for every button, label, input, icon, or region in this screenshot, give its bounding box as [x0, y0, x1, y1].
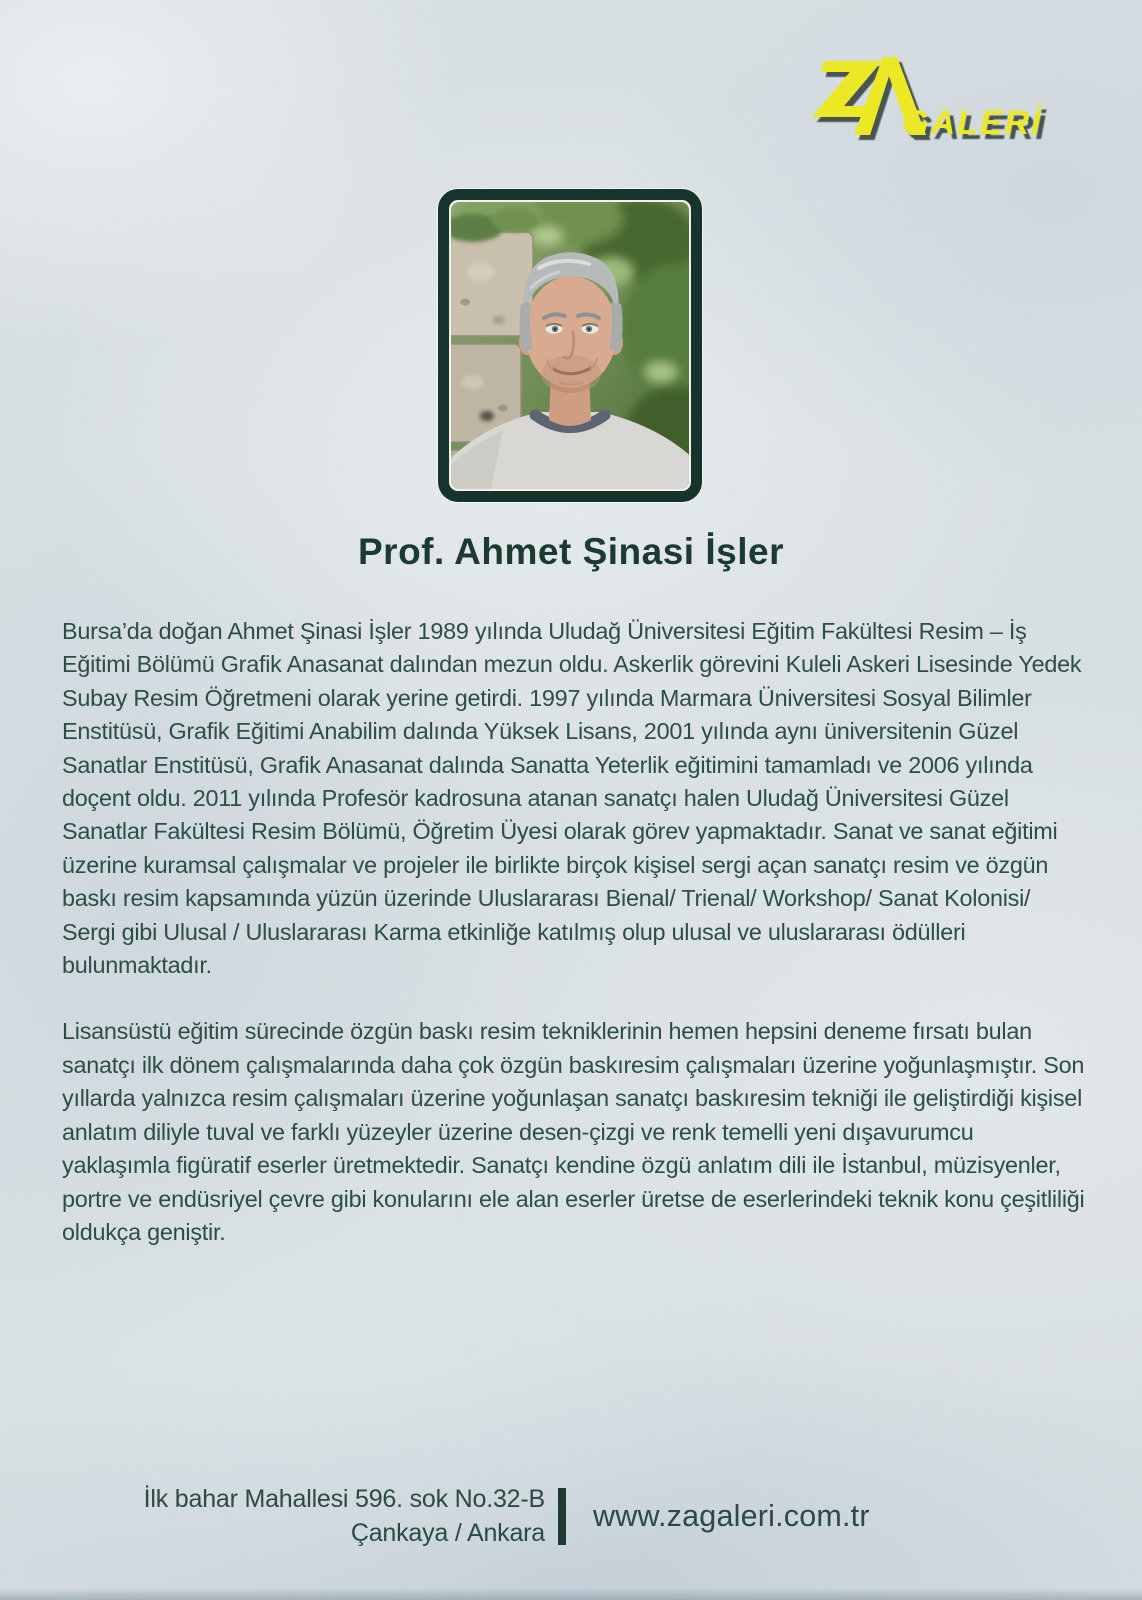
za-galeri-logo — [798, 55, 1078, 151]
bottom-edge-shadow — [0, 1588, 1142, 1600]
page-title: Prof. Ahmet Şinasi İşler — [358, 531, 784, 572]
address-line-2: Çankaya / Ankara — [350, 1519, 545, 1547]
website-link[interactable]: www.zagaleri.com.tr — [593, 1498, 870, 1533]
bio-paragraph-2: Lisansüstü eğitim sürecinde özgün baskı resim tekniklerinin hemen hepsini deneme fırsatı bulan sanatçı ilk dönem çalışmalarında daha çok özgün baskıresim çalışmaları üzerine yoğunlaşmıştır. Son yıllarda yalnızca resim çalışmaları üzerine yoğunlaşan sanatçı baskıresim tekniği ile geliştirdiği kişisel anlatım diliyle tuval ve farklı yüzeyler üzerine desen-çizgi ve renk temelli yeni dışavurumcu yaklaşımla figüratif eserler üretmektedir. Sanatçı kendine özgü anlatım dili ile İstanbul, müzisyenler, portre ve endüsriyel çevre gibi konularını ele alan eserler üretse de eserlerindeki teknik konu çeşitliliği oldukça geniştir. — [62, 1018, 1085, 1245]
logo-za-icon — [798, 55, 1078, 151]
footer — [0, 1482, 1142, 1550]
address-block — [0, 1482, 545, 1550]
footer-divider — [558, 1488, 566, 1545]
portrait-photo — [451, 202, 689, 489]
address-line-1: İlk bahar Mahallesi 596. sok No.32-B — [143, 1485, 545, 1513]
biography-text — [62, 615, 1085, 1282]
bio-paragraph-1: Bursa’da doğan Ahmet Şinasi İşler 1989 yılında Uludağ Üniversitesi Eğitim Fakültesi Resim – İş Eğitimi Bölümü Grafik Anasanat dalından mezun oldu. Askerlik görevini Kuleli Askeri Lisesinde Yedek Subay Resim Öğretmeni olarak yerine getirdi. 1997 yılında Marmara Üniversitesi Sosyal Bilimler Enstitüsü, Grafik Eğitimi Anabilim dalında Yüksek Lisans, 2001 yılında aynı üniversitenin Güzel Sanatlar Enstitüsü, Grafik Anasanat dalında Sanatta Yeterlik eğitimini tamamladı ve 2006 yılında doçent oldu. 2011 yılında Profesör kadrosuna atanan sanatçı halen Uludağ Üniversitesi Güzel Sanatlar Fakültesi Resim Bölümü, Öğretim Üyesi olarak görev yapmaktadır. Sanat ve sanat eğitimi üzerine kuramsal çalışmalar ve projeler ile birlikte birçok kişisel sergi açan sanatçı resim ve özgün baskı resim kapsamında yüzün üzerinde Uluslararası Bienal/ Trienal/ Workshop/ Sanat Kolonisi/ Sergi gibi Ulusal / Uluslararası Karma etkinliğe katılmış olup ulusal ve uluslararası ödülleri bulunmaktadır. — [62, 618, 1082, 979]
portrait-photo-frame — [438, 189, 702, 502]
logo-galeri-text: GALERİ — [902, 104, 1043, 142]
